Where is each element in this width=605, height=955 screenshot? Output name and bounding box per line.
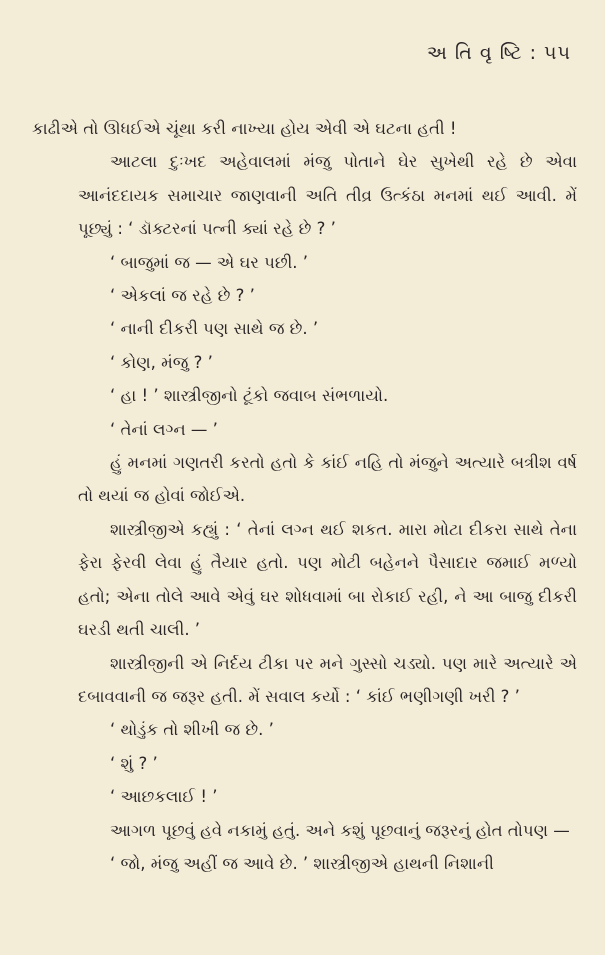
- paragraph: હું મનમાં ગણતરી કરતો હતો કે કાંઈ નહિ તો મંજુને અત્યારે બત્રીશ વર્ષ તો થયાં જ હોવાં જોઈએ.: [78, 453, 577, 506]
- running-header: અ તિ વૃ ષ્ટિ : ૫૫: [426, 42, 571, 64]
- paragraph: ‘ નાની દીકરી પણ સાથે જ છે. ’: [110, 319, 319, 339]
- paragraph: ‘ બાજુમાં જ — એ ઘર પછી. ’: [110, 252, 309, 272]
- paragraph: ‘ કોણ, મંજુ ? ’: [110, 352, 213, 372]
- paragraph: શાસ્ત્રીજીની એ નિર્દય ટીકા પર મને ગુસ્સો ચડ્યો. પણ મારે અત્યારે એ દબાવવાની જ જરૂર હતી. મેં સવાલ કર્યો : ‘ કાંઈ ભણીગણી ખરી ? ’: [78, 653, 577, 706]
- paragraph: ‘ હા ! ’ શાસ્ત્રીજીનો ટૂંકો જવાબ સંભળાયો.: [110, 386, 389, 406]
- paragraph: ‘ થોડુંક તો શીખી જ છે. ’: [110, 720, 274, 740]
- page-body: [32, 112, 577, 880]
- paragraph: આગળ પૂછવું હવે નકામું હતું. અને કશું પૂછવાનું જરૂરનું હોત તોપણ —: [110, 820, 570, 840]
- paragraph: આટલા દુઃખદ અહેવાલમાં મંજુ પોતાને ઘેર સુખેથી રહે છે એવા આનંદદાયક સમાચાર જાણવાની અતિ તીવ્ર ઉત્કંઠા મનમાં થઈ આવી. મેં પૂછ્યું : ‘ ડૉક્ટરનાં પત્ની ક્યાં રહે છે ? ’: [78, 152, 577, 239]
- paragraph: ‘ આછકલાઈ ! ’: [110, 787, 218, 807]
- paragraph: ‘ એકલાં જ રહે છે ? ’: [110, 286, 255, 306]
- paragraph: ‘ તેનાં લગ્ન — ’: [110, 419, 218, 439]
- paragraph: કાઢીએ તો ઊધઈએ ચૂંથા કરી નાખ્યા હોય એવી એ ઘટના હતી !: [32, 119, 457, 138]
- paragraph: ‘ જો, મંજુ અહીં જ આવે છે. ’ શાસ્ત્રીજીએ હાથની નિશાની: [110, 853, 494, 873]
- paragraph: ‘ શું ? ’: [110, 753, 158, 773]
- paragraph: શાસ્ત્રીજીએ કહ્યું : ‘ તેનાં લગ્ન થઈ શકત. મારા મોટા દીકરા સાથે તેના ફેરા ફેરવી લેવા હું તૈયાર હતો. પણ મોટી બહેનને પૈસાદાર જમાઈ મળ્યો હતો; એના તોલે આવે એવું ઘર શોધવામાં બા રોકાઈ રહી, ને આ બાજુ દીકરી ઘરડી થતી ચાલી. ’: [78, 519, 577, 640]
